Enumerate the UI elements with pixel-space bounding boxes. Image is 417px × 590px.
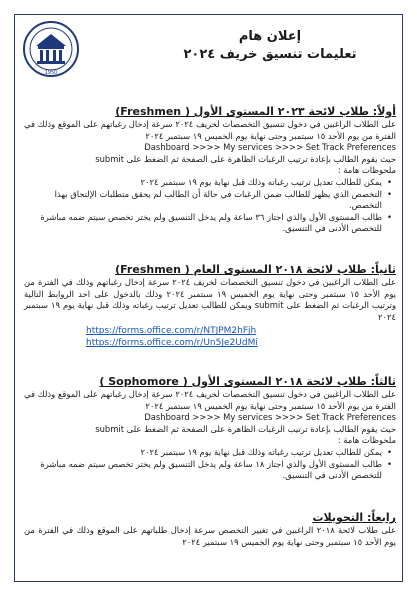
section-paragraph: على الطلاب الراغبين في دخول تنسيق التخصصات لخريف ٢٠٢٤ سرعة إدخال رغباتهم وذلك في الفترة من يوم الأحد ١٥ سبتمبر وحتى نهاية يوم الخميس ١٩ سبتمبر ٢٠٢٤ وذلك بالدخول على احد الروابط التالية وترتيب الرغبات ثم الضغط على submit ويمكن للطالب تعديل ترتيب رغباته وذلك قبل نهاية يوم ١٩ سبتمبر ٢٠٢٤ <box>24 277 397 322</box>
form-links <box>24 325 396 349</box>
note-item: • يمكن للطالب تعديل ترتيب رغباته وذلك قبل نهاية يوم ١٩ سبتمبر ٢٠٢٤ <box>24 177 382 189</box>
notes-list <box>24 177 396 235</box>
form-link[interactable]: https://forms.office.com/r/NTJPM2hFjh <box>86 326 257 337</box>
navigation-path: Dashboard >>>> My services >>>> Set Track Preferences <box>144 412 396 423</box>
section-title: ثانياً: طلاب لائحة ٢٠١٨ المستوى العام ( Freshmen) <box>115 263 396 276</box>
section-paragraph: على طلاب لائحة ٢٠١٨ الراغبين في تغيير التخصص سرعة إدخال طلباتهم على الموقع وذلك في الفترة من يوم الأحد ١٥ سبتمبر وحتى نهاية يوم الخميس ١٩ سبتمبر ٢٠٢٤ <box>24 525 396 547</box>
form-link[interactable]: https://forms.office.com/r/Un5Je2UdMi <box>86 338 258 349</box>
section-general-2018 <box>24 262 396 349</box>
section-paragraph: على الطلاب الراغبين في دخول تنسيق التخصصات لخريف ٢٠٢٤ سرعة إدخال رغباتهم على الموقع وذلك في الفترة من يوم الأحد ١٥ سبتمبر وحتى نهاية يوم الخميس ١٩ سبتمبر ٢٠٢٤ <box>24 119 397 141</box>
section-title: رابعاً: التحويلات <box>312 511 396 524</box>
note-item: • طالب المستوى الأول والذي اجتاز ٣٦ ساعة ولم يدخل التنسيق ولم يختر تخصص سيتم ضمه مباشرة للتخصص الأدنى في التنسيق. <box>24 212 382 235</box>
university-seal-icon <box>22 20 80 82</box>
note-item: • يمكن للطالب تعديل ترتيب رغباته وذلك قبل نهاية يوم ١٩ سبتمبر ٢٠٢٤ <box>24 447 382 459</box>
note-item: • طالب المستوى الأول والذي اجتاز ١٨ ساعة ولم يدخل التنسيق ولم يختر تخصص سيتم ضمه مباشرة للتخصص الأدنى في التنسيق. <box>24 459 382 482</box>
logo-year: 1950 <box>44 70 58 76</box>
section-paragraph: حيث يقوم الطالب بإعادة ترتيب الرغبات الظاهرة على الصفحة ثم الضغط على submit <box>95 423 396 434</box>
page-subtitle: تعليمات تنسيق خريف ٢٠٢٤ <box>183 47 357 62</box>
notes-label: ملحوظات هامة : <box>337 165 396 176</box>
section-paragraph: حيث يقوم الطالب بإعادة ترتيب الرغبات الظاهرة على الصفحة ثم الضغط على submit <box>95 153 396 164</box>
section-level1-2018 <box>24 374 396 482</box>
notes-list <box>24 447 396 482</box>
note-item: • التخصص الذي يظهر للطالب ضمن الرغبات في حالة أن الطالب لم يحقق متطلبات الإلتحاق بهذا التخصص. <box>24 189 382 212</box>
section-level1-2023 <box>24 104 396 235</box>
navigation-path: Dashboard >>>> My services >>>> Set Track Preferences <box>144 142 396 153</box>
section-title: أولاً: طلاب لائحة ٢٠٢٣ المستوى الأول ( Freshmen) <box>115 105 396 118</box>
section-title: ثالثاً: طلاب لائحة ٢٠١٨ المستوى الأول ( Sophomore ) <box>99 375 396 388</box>
section-paragraph: على الطلاب الراغبين في دخول تنسيق التخصصات لخريف ٢٠٢٤ سرعة إدخال رغباتهم على الموقع وذلك في الفترة من يوم الأحد ١٥ سبتمبر وحتى نهاية يوم الخميس ١٩ سبتمبر ٢٠٢٤ <box>24 389 397 411</box>
announcement-header <box>150 28 390 64</box>
section-transfers <box>24 510 396 548</box>
page-title: إعلان هام <box>238 29 302 44</box>
notes-label: ملحوظات هامة : <box>337 435 396 446</box>
